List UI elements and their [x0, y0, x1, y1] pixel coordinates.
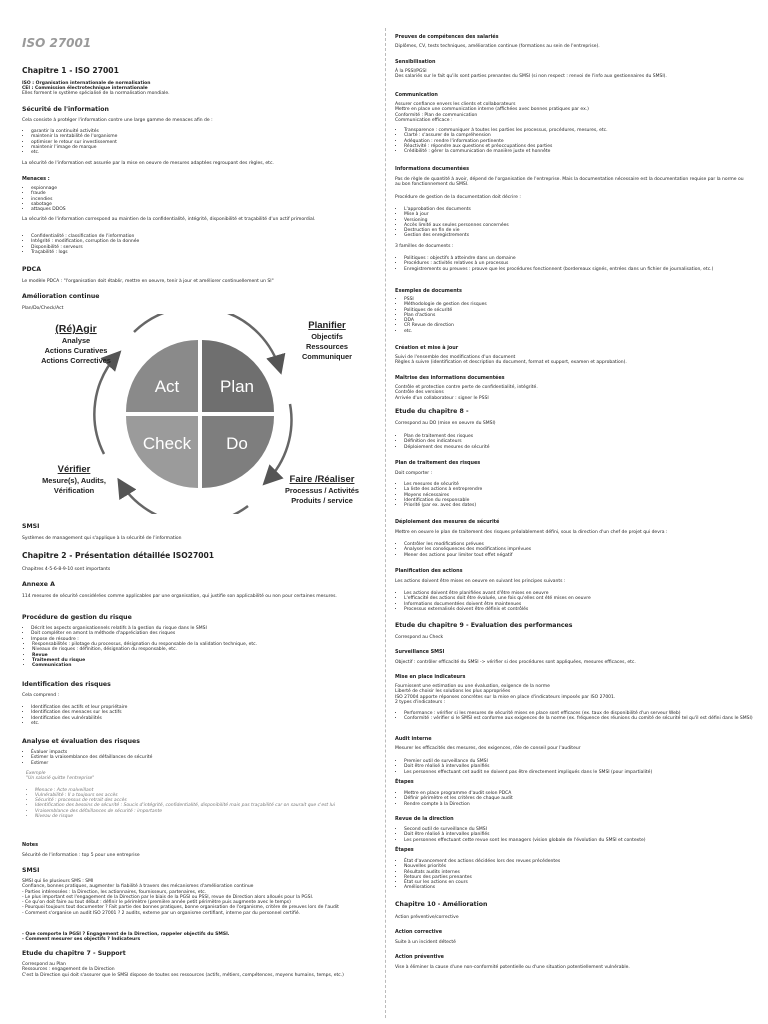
org-definitions: ISO : Organisation internationale de normalisation CEI : Commission électrotechnique internationale — [22, 81, 151, 92]
list-item: • Identification des besoins de sécurité : Soucis d'intégrité, confidentialité, disponibilité mais pas traçabilité car on saurait que c'est lui — [35, 803, 370, 808]
agir-title: (Ré)Agir — [55, 323, 97, 335]
list-item: • Les actions doivent être planifiées avant d'être mises en oeuvre — [404, 591, 756, 596]
creation-text: Suivi de l'ensemble des modifications d'un document Règles à suivre (identification et description du document, format et support, examen et approbation). — [395, 355, 627, 366]
threats-list — [22, 186, 381, 212]
example-label: Exemple "Un salarié quitte l'entreprise" — [26, 771, 95, 782]
list-item: • L'approbation des documents — [404, 207, 756, 212]
verifier-title: Vérifier — [57, 464, 91, 475]
documented-info-text: Pas de règle de quantité à avoir, dépend de l'organisation de l'entreprise. Mais la documentation nécessaire est la documentation requise par la norme ou au bon fonctionnement du SMSI. — [395, 177, 744, 188]
list-item: • maintenir la rentabilité de l'organisme — [31, 134, 381, 139]
list-item: • Les personnes effectuant cette revue sont les managers (vision globale de l'évolution du SMSI et contexte) — [404, 838, 756, 843]
list-item: • Évaluer impacts — [31, 750, 381, 755]
smsi-2-questions: - Que comporte la PGSI ? Engagement de la Direction, rappeler objectifs du SMSI. - Comment mesurer ses objectifs ? Indicateurs — [22, 932, 230, 943]
list-item: • Procédures : activités relatives à un processus — [404, 261, 756, 266]
list-item: • Second outil de surveillance du SMSI — [404, 827, 756, 832]
list-item: • Confidentialité : classification de l'information — [31, 234, 381, 239]
risk-identification-title: Identification des risques — [22, 681, 111, 688]
list-item: • Performance : vérifier si les mesures de sécurité mises en place sont efficaces (ex. taux de disponibilité d'un serveur Web) — [404, 711, 756, 716]
list-item: • Rendre compte à la Direction — [404, 802, 756, 807]
list-item: • Mener des actions pour limiter tout effet négatif — [404, 553, 756, 558]
list-item: • Déploiement des mesures de sécurité — [404, 445, 756, 450]
notes-text: Sécurité de l'information : top 5 pour une entreprise — [22, 853, 140, 858]
list-item: • Traitement du risque — [32, 658, 382, 663]
list-item: • fraude — [31, 191, 381, 196]
pdca-wheel — [22, 314, 362, 514]
list-item: • Sécurité : processus de retrait des accès — [35, 798, 370, 803]
list-item: • Adéquation : rendre l'information pertinente — [404, 139, 756, 144]
list-item: • Contrôler les modifications prévues — [404, 542, 756, 547]
check-label: Check — [142, 434, 192, 453]
list-item: • Les mesures de sécurité — [404, 482, 756, 487]
list-item: • Réactivité : répondre aux questions et préoccupations des parties — [404, 144, 756, 149]
internal-audit-title: Audit interne — [395, 736, 432, 742]
arrow-bottom — [120, 482, 248, 514]
list-item: • Définition des indicateurs — [404, 439, 756, 444]
quadrant-plan — [202, 340, 274, 412]
list-item: • etc. — [31, 150, 381, 155]
indicators-title: Mise en place indicateurs — [395, 674, 466, 680]
list-item: • Politiques : objectifs à atteindre dans un domaine — [404, 256, 756, 261]
list-item: • Responsabilités : pilotage du processus, désignation du responsable de la validation technique, etc. — [32, 642, 382, 647]
internal-audit-text: Mesurer les efficacités des mesures, des exigences, rôle de conseil pour l'auditeur — [395, 746, 581, 751]
list-item: • sabotage — [31, 202, 381, 207]
chapter-10-title: Chapitre 10 - Amélioration — [395, 901, 488, 908]
chapter-8-text: Correspond au DO (mise en oeuvre du SMSI) — [395, 421, 496, 426]
list-item: • Priorité (par ex. avec des dates) — [404, 503, 756, 508]
list-item: • Les personnes effectuant cet audit ne doivent pas être directement impliqués dans le SMSI (pour impartialité) — [404, 770, 756, 775]
list-item: • Clarté : s'assurer de la compréhension — [404, 133, 756, 138]
list-item: • Nouvelles priorités — [404, 864, 756, 869]
annex-title: Annexe A — [22, 581, 55, 588]
list-item: • Impose de résoudre : — [31, 637, 381, 642]
action-planning-list — [395, 591, 756, 612]
list-item: • optimiser le retour sur investissement — [31, 140, 381, 145]
list-item: • Plan d'actions — [404, 313, 756, 318]
list-item: • Méthodologie de gestion des risques — [404, 302, 756, 307]
list-item: • etc. — [404, 329, 756, 334]
list-item: • L'efficacité des actions doit être évaluée, une fois qu'elles ont été mises en oeuvre — [404, 596, 756, 601]
steps-title: Étapes — [395, 779, 414, 785]
steps-2-title: Étapes — [395, 847, 414, 853]
list-item: • Processus externalisés doivent être définis et contrôlés — [404, 607, 756, 612]
action-planning-text: Les actions doivent être mises en oeuvre en suivant les principes suivants : — [395, 579, 566, 584]
list-item: • Améliorations — [404, 885, 756, 890]
skills-proof-text: Diplômes, CV, tests techniques, amélioration continue (formations au sein de l'entreprise). — [395, 44, 600, 49]
list-item: • Accès limité aux seules personnes concernées — [404, 223, 756, 228]
list-item: • Disponibilité : serveurs — [31, 245, 381, 250]
list-item: • Identification des vulnérabilités — [31, 716, 381, 721]
verifier-line: Mesure(s), Audits, — [42, 476, 106, 485]
list-item: • Transparence : communiquer à toutes les parties les processus, procédures, mesures, etc. — [404, 128, 756, 133]
org-note: Elles forment le système spécialisé de la normalisation mondiale. — [22, 91, 170, 96]
list-item: • Vulnérabilité : Il a toujours ses accès — [35, 793, 370, 798]
risk-procedure-sublist — [22, 642, 382, 668]
pdca-diagram — [22, 314, 362, 514]
faire-line: Produits / service — [291, 496, 353, 505]
chapter-2-title: Chapitre 2 - Présentation détaillée ISO27001 — [22, 551, 215, 560]
faire-title: Faire /Réaliser — [289, 474, 355, 485]
list-item: • Gestion des enregistrements — [404, 233, 756, 238]
awareness-text: À la PSSI/PGSI Des salariés sur le fait qu'ils sont parties prenantes du SMSI (si non respect : renvoi de l'info aux gestionnaires du SMSI). — [395, 69, 667, 80]
doc-examples-list — [395, 297, 756, 334]
list-item: • Niveau de risque — [35, 814, 370, 819]
list-item: • Crédibilité : gérer la communication de manière juste et honnête — [404, 149, 756, 154]
list-item: • Communication — [32, 663, 382, 668]
list-item: • etc. — [31, 721, 381, 726]
list-item: • Plan de traitement des risques — [404, 434, 756, 439]
list-item: • espionnage — [31, 186, 381, 191]
document-title: ISO 27001 — [22, 36, 92, 50]
pdca-title: PDCA — [22, 266, 42, 273]
corrective-action-title: Action corrective — [395, 929, 443, 935]
preventive-action-text: Vise à éliminer la cause d'une non-conformité potentielle ou d'une situation potentiellement vulnérable. — [395, 965, 630, 970]
doc-families-text: 3 familles de documents : — [395, 244, 454, 249]
deployment-title: Déploiement des mesures de sécurité — [395, 519, 500, 525]
cidt-intro: La sécurité de l'information correspond au maintien de la confidentialité, intégrité, disponibilité et traçabilité d'un actif primordial. — [22, 217, 316, 222]
list-item: • Estimer la vraisemblance des défaillances de sécurité — [31, 755, 381, 760]
mastery-text: Contrôle et protection contre perte de confidentialité, intégrité. Contrôle des versions Arrivée d'un collaborateur : signer le PSSI — [395, 385, 538, 401]
agir-line: Analyse — [61, 336, 91, 345]
list-item: • Vraisemblance des défaillances de sécurité : importante — [35, 809, 370, 814]
management-review-list — [395, 827, 756, 843]
list-item: • Destruction en fin de vie — [404, 228, 756, 233]
chapter-9-title: Etude du chapitre 9 - Evaluation des performances — [395, 622, 573, 629]
example-list — [26, 788, 370, 820]
notes-title: Notes — [22, 842, 39, 848]
list-item: • DDA — [404, 318, 756, 323]
list-item: • Niveaux de risques : définition, désignation du responsable, etc. — [32, 647, 382, 652]
steps-2-list — [395, 859, 756, 891]
creation-title: Création et mise à jour — [395, 345, 459, 351]
agir-line: Actions Curatives — [44, 346, 108, 355]
list-item: • Conformité : vérifier si le SMSI est conforme aux exigences de la norme (ex. fréquence des réunions du comité de sécurité tel qu'il est défini dans le SMSI) — [404, 716, 756, 721]
chapter-7-title: Etude du chapitre 7 - Support — [22, 950, 126, 957]
list-item: • incendies — [31, 197, 381, 202]
doc-examples-title: Exemples de documents — [395, 288, 462, 294]
list-item: • Informations documentées doivent être maintenues — [404, 602, 756, 607]
do-label: Do — [226, 434, 248, 453]
internal-audit-list — [395, 759, 756, 775]
smsi-monitoring-title: Surveillance SMSI — [395, 649, 445, 655]
continuous-improvement-title: Amélioration continue — [22, 293, 100, 300]
faire-line: Processus / Activités — [284, 486, 360, 495]
treatment-plan-title: Plan de traitement des risques — [395, 460, 481, 466]
skills-proof-title: Preuves de compétences des salariés — [395, 34, 499, 40]
list-item: • Doit être réalisé à intervalles planifiés — [404, 764, 756, 769]
list-item: • Politiques de sécurité — [404, 308, 756, 313]
list-item: • CR Revue de direction — [404, 323, 756, 328]
list-item: • Moyens nécessaires — [404, 493, 756, 498]
management-review-title: Revue de la direction — [395, 816, 454, 822]
arrow-left — [94, 354, 118, 454]
list-item: • État d'avancement des actions décidées lors des revues précédentes — [404, 859, 756, 864]
doc-procedure-list — [395, 207, 756, 239]
list-item: • Résultats audits internes — [404, 870, 756, 875]
chapter-2-text: Chapitres 4-5-6-8-9-10 sont importants — [22, 567, 111, 572]
action-planning-title: Planification des actions — [395, 568, 463, 574]
chapter-1-title: Chapitre 1 - ISO 27001 — [22, 66, 119, 75]
list-item: • Mettre en place programme d'audit selon PDCA — [404, 791, 756, 796]
deployment-list — [395, 542, 756, 558]
doc-procedure-text: Procédure de gestion de la documentation doit décrire : — [395, 195, 521, 200]
risk-procedure-list — [22, 626, 381, 642]
list-item: • Décrit les aspects organisationnels relatifs à la gestion du risque dans le SMSI — [31, 626, 381, 631]
arrow-right — [266, 404, 291, 482]
treatment-plan-intro: Doit comporter : — [395, 471, 433, 476]
chapter-8-title: Etude du chapitre 8 - — [395, 408, 469, 415]
list-item: • attaques DDOS — [31, 207, 381, 212]
list-item: • La liste des actions à entreprendre — [404, 487, 756, 492]
planifier-line: Objectifs — [311, 332, 343, 341]
list-item: • Traçabilité : logs — [31, 250, 381, 255]
list-item: • Revue — [32, 653, 382, 658]
smsi-2-title: SMSI — [22, 867, 40, 874]
documented-info-title: Informations documentées — [395, 166, 470, 172]
risk-procedure-title: Procédure de gestion du risque — [22, 614, 132, 621]
quadrant-act — [126, 340, 198, 412]
smsi-text: Systèmes de management qui s'applique à la sécurité de l'information — [22, 536, 182, 541]
preventive-action-title: Action préventive — [395, 954, 444, 960]
verifier-line: Vérification — [53, 486, 95, 495]
steps-list — [395, 791, 756, 807]
smsi-monitoring-text: Objectif : contrôler efficacité du SMSI -> vérifier si des procédures sont appliquées, mesures efficaces, etc. — [395, 660, 636, 665]
pdca-text: Le modèle PDCA : "l'organisation doit établir, mettre en oeuvre, tenir à jour et améliorer continuellement un SI" — [22, 279, 274, 284]
cidt-list — [22, 234, 381, 255]
chapter-8-list — [395, 434, 756, 450]
planifier-title: Planifier — [308, 320, 346, 331]
pdca-subtitle: Plan/Do/Check/Act — [22, 306, 64, 311]
list-item: • État sur les actions en cours — [404, 880, 756, 885]
list-item: • Identification du responsable — [404, 498, 756, 503]
list-item: • Intégrité : modification, corruption de la donnée — [31, 239, 381, 244]
list-item: • Identification des actifs et leur propriétaire — [31, 705, 381, 710]
indicators-list — [395, 711, 756, 722]
column-divider — [385, 28, 386, 1018]
mastery-title: Maîtrise des informations documentées — [395, 375, 505, 381]
planifier-line: Ressources — [306, 342, 348, 351]
list-item: • Versioning — [404, 218, 756, 223]
communication-text: Assurer confiance envers les clients et collaborateurs Mettre en place une communication interne (affichées avec bonnes pratiques par ex.) Conformité : Plan de communication Communication efficace : — [395, 102, 589, 123]
risk-identification-list — [22, 705, 381, 726]
list-item: • Doit être réalisé à intervalles planifiés — [404, 832, 756, 837]
risk-analysis-list — [22, 750, 381, 766]
security-intro: Cela consiste à protéger l'information contre une large gamme de menaces afin de : — [22, 118, 213, 123]
chapter-7-text: Correspond au Plan Ressources : engagement de la Direction C'est la Direction qui doit s'assurer que le SMSI dispose de toutes ses ressources (actifs, métiers, compétences, moyens humains, temps, etc.) — [22, 962, 344, 978]
planifier-line: Communiquer — [301, 352, 353, 361]
list-item: • Estimer — [31, 761, 381, 766]
list-item: • Menace : Acte malveillant — [35, 788, 370, 793]
list-item: • Enregistrements ou preuves : prouve que les procédures fonctionnent (bordereaux signés, entrées dans un fichier de journalisation, etc.) — [404, 267, 756, 272]
deployment-text: Mettre en oeuvre le plan de traitement des risques préalablement défini, sous la direction d'un chef de projet qui devra : — [395, 530, 668, 535]
awareness-title: Sensibilisation — [395, 59, 436, 65]
list-item: • Doit compléter en amont la méthode d'appréciation des risques — [31, 631, 381, 636]
smsi-title: SMSI — [22, 523, 40, 530]
list-item: • Analyser les conséquences des modifications imprévues — [404, 547, 756, 552]
list-item: • Identification des menaces sur les actifs — [31, 710, 381, 715]
risk-analysis-title: Analyse et évaluation des risques — [22, 738, 140, 745]
doc-families-list — [395, 256, 756, 272]
list-item: • Premier outil de surveillance du SMSI — [404, 759, 756, 764]
risk-identification-intro: Cela comprend : — [22, 693, 59, 698]
list-item: • Définir périmètre et les critères de chaque audit — [404, 796, 756, 801]
indicators-text: Fournissent une estimation ou une évaluation, exigence de la norme Liberté de choisir les solutions les plus appropriées ISO 27004 apporte réponses concrètes sur la mise en place d'indicateurs imposés par ISO 27001. 2 types d'indicateurs : — [395, 684, 616, 705]
treatment-plan-list — [395, 482, 756, 508]
chapter-10-text: Action préventive/corrective — [395, 915, 459, 920]
plan-label: Plan — [219, 377, 255, 396]
security-note: La sécurité de l'information est assurée par la mise en oeuvre de mesures adaptées regroupant des règles, etc. — [22, 161, 274, 166]
list-item: • maintenir l'image de marque — [31, 145, 381, 150]
list-item: • PSSI — [404, 297, 756, 302]
chapter-9-text: Correspond au Check — [395, 635, 444, 640]
annex-text: 114 mesures de sécurité considérées comme applicables par une organisation, qui justifie son applicabilité ou non pour certaines mesures. — [22, 594, 337, 599]
example-block — [26, 771, 370, 819]
act-label: Act — [154, 377, 180, 396]
threats-title: Menaces : — [22, 176, 50, 182]
security-list — [22, 129, 381, 155]
list-item: • Retours des parties prenantes — [404, 875, 756, 880]
corrective-action-text: Suite à un incident détecté — [395, 940, 456, 945]
agir-line: Actions Correctives — [41, 356, 111, 365]
smsi-2-text: SMSI qui lie plusieurs SMS : SMI Confiance, bonnes pratiques, augmenter la fiabilité à travers des mécanismes d'amélioration continue - Parties intéressées : la Direction, les actionnaires, fournisseurs, partenaires, etc. - Le plus important est l'engagement de la Direction par le biais de la PGSI ou PSSI, revue de Direction alors alloués pour la PGSI. - Ce qu'on doit faire au tout début : définir le périmètre (première année petit périmètre puis augmente avec le temps) - Pourquoi toujours tout documenter ? Fait partie des bonnes pratiques, bonne organisation de l'organisme, critère de preuves lors de l'audit - Comment s'organise un audit ISO 27001 ? 2 audits, externe par un organisme certifiant, interne par du personnel certifié. — [22, 879, 339, 916]
list-item: • Mise à jour — [404, 212, 756, 217]
security-title: Sécurité de l'information — [22, 106, 109, 113]
communication-list — [395, 128, 756, 154]
list-item: • garantir la continuité activités — [31, 129, 381, 134]
communication-title: Communication — [395, 92, 438, 98]
